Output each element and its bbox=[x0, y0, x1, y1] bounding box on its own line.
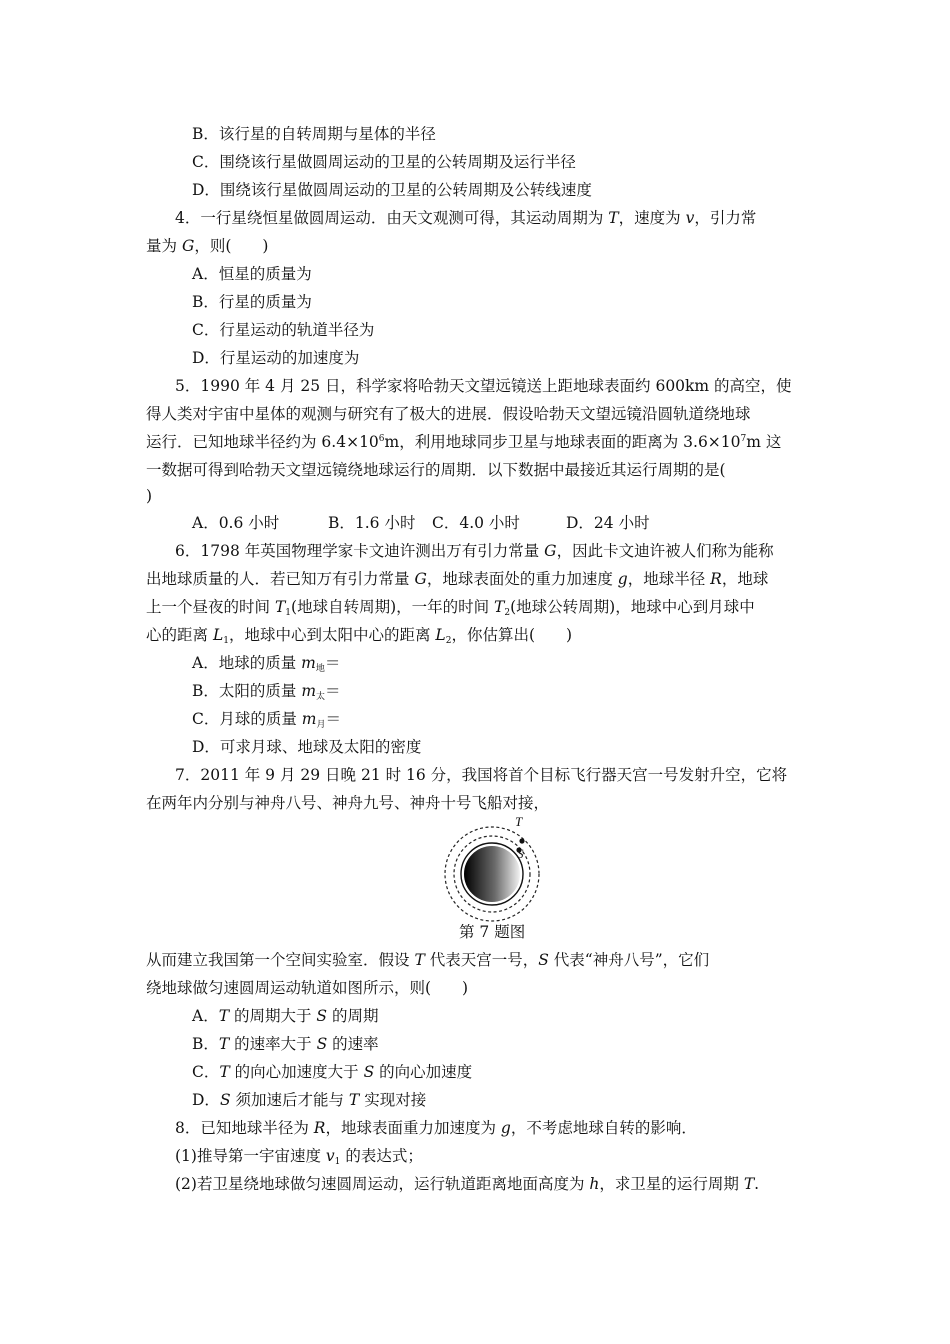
q8-part-1: (1)推导第一宇宙速度 $v_1$ 的表达式； bbox=[175, 1147, 423, 1167]
q7-stem-line2: 在两年内分别与神舟八号、神舟九号、神舟十号飞船对接， bbox=[146, 794, 550, 812]
q5-options bbox=[192, 513, 650, 533]
q5-stem-line2: 得人类对宇宙中星体的观测与研究有了极大的进展．假设哈勃天文望远镜沿圆轨道绕地球 bbox=[146, 405, 751, 423]
q7-option-d: D．S 须加速后才能与 T 实现对接 bbox=[192, 1091, 427, 1109]
q4-option-c: C．行星运动的轨道半径为 bbox=[192, 321, 375, 339]
q8-stem: 8．已知地球半径为 R，地球表面重力加速度为 g，不考虑地球自转的影响． bbox=[175, 1119, 697, 1137]
q7-option-b: B．T 的速率大于 S 的速率 bbox=[192, 1035, 379, 1053]
q6-stem-line4: 心的距离 $L_1$，地球中心到太阳中心的距离 $L_2$，你估算出( ) bbox=[146, 626, 573, 646]
q6-option-a: A．地球的质量 $m_地=$ bbox=[192, 654, 341, 674]
label-T: T bbox=[515, 814, 523, 829]
q7-stem-line4: 绕地球做匀速圆周运动轨道如图所示，则( ) bbox=[146, 979, 469, 997]
q4-option-a: A．恒星的质量为 bbox=[192, 265, 312, 283]
q4-stem-line2: 量为 G，则( ) bbox=[146, 237, 269, 255]
q6-stem-line3: 上一个昼夜的时间 $T_1$(地球自转周期)，一年的时间 $T_2$(地球公转周期)，地球中心到月球中 bbox=[146, 598, 755, 618]
q6-stem-line1: 6．1798 年英国物理学家卡文迪许测出万有引力常量 G，因此卡文迪许被人们称为能称 bbox=[175, 542, 774, 560]
q7-stem-line1: 7．2011 年 9 月 29 日晚 21 时 16 分，我国将首个目标飞行器天宫一号发射升空，它将 bbox=[175, 766, 788, 784]
q4-option-b: B．行星的质量为 bbox=[192, 293, 312, 311]
orbit-diagram bbox=[436, 812, 550, 928]
q3-option-b: B．该行星的自转周期与星体的半径 bbox=[192, 125, 436, 143]
q6-stem-line2: 出地球质量的人．若已知万有引力常量 G，地球表面处的重力加速度 g，地球半径 R，地球 bbox=[146, 570, 769, 588]
earth bbox=[464, 846, 520, 902]
figure-caption: 第 7 题图 bbox=[459, 923, 526, 941]
q5-option-d: D．24 小时 bbox=[566, 514, 650, 532]
label-S: S bbox=[517, 846, 524, 861]
q5-option-c: C．4.0 小时 bbox=[432, 514, 520, 532]
q7-option-c: C．T 的向心加速度大于 S 的向心加速度 bbox=[192, 1063, 473, 1081]
q7-option-a: A．T 的周期大于 S 的周期 bbox=[192, 1007, 379, 1025]
q5-stem-line3: 运行．已知地球半径约为 $6.4\times 10^6m$，利用地球同步卫星与地球表面的距离为 $3.6\times 10^7m$ 这 bbox=[146, 433, 782, 451]
q7-stem-line3: 从而建立我国第一个空间实验室．假设 T 代表天宫一号，S 代表“神舟八号”，它们 bbox=[146, 951, 710, 969]
q8-part-2: (2)若卫星绕地球做匀速圆周运动，运行轨道距离地面高度为 h，求卫星的运行周期 T. bbox=[175, 1175, 760, 1193]
q5-stem-line4: 一数据可得到哈勃天文望远镜绕地球运行的周期．以下数据中最接近其运行周期的是( bbox=[146, 461, 726, 479]
q5-option-b: B．1.6 小时 bbox=[328, 514, 416, 532]
q4-option-d: D．行星运动的加速度为 bbox=[192, 349, 360, 367]
q6-option-c: C．月球的质量 $m_月=$ bbox=[192, 710, 342, 730]
q5-stem-line1: 5．1990 年 4 月 25 日，科学家将哈勃天文望远镜送上距地球表面约 600km 的高空，使 bbox=[175, 377, 792, 395]
q3-option-d: D．围绕该行星做圆周运动的卫星的公转周期及公转线速度 bbox=[192, 181, 592, 199]
q6-option-d: D．可求月球、地球及太阳的密度 bbox=[192, 738, 422, 756]
q5-stem-line5: ) bbox=[146, 487, 153, 505]
satellite-T-dot bbox=[519, 838, 524, 843]
q6-option-b: B．太阳的质量 $m_太=$ bbox=[192, 682, 341, 702]
q4-stem-line1: 4．一行星绕恒星做圆周运动．由天文观测可得，其运动周期为 T，速度为 v，引力常 bbox=[175, 209, 757, 227]
q3-option-c: C．围绕该行星做圆周运动的卫星的公转周期及运行半径 bbox=[192, 153, 576, 171]
q5-option-a: A．0.6 小时 bbox=[192, 514, 280, 532]
